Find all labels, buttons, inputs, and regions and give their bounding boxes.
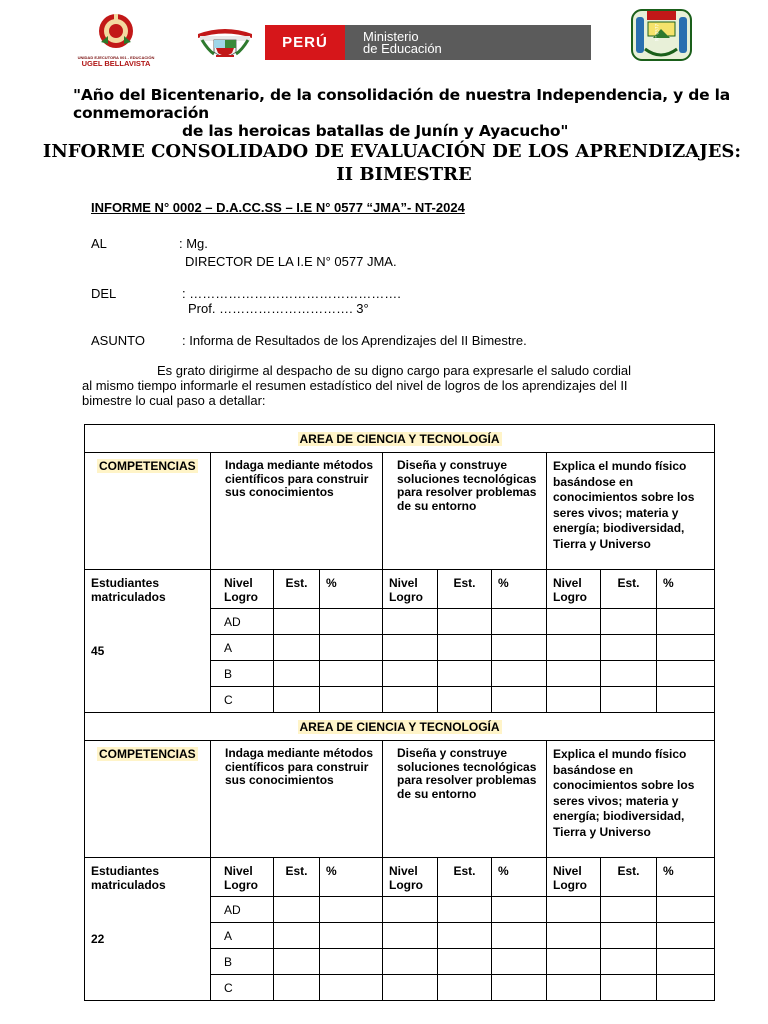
data-cell[interactable]: [601, 661, 657, 687]
data-cell[interactable]: [320, 923, 383, 949]
data-cell[interactable]: [383, 975, 438, 1001]
data-cell[interactable]: [492, 635, 547, 661]
data-cell[interactable]: [547, 897, 601, 923]
pct-label: %: [326, 864, 337, 878]
data-cell[interactable]: [438, 975, 492, 1001]
data-cell[interactable]: [438, 897, 492, 923]
data-cell[interactable]: [320, 661, 383, 687]
data-cell[interactable]: [657, 687, 715, 713]
data-cell[interactable]: [320, 949, 383, 975]
school-logo-icon: [631, 9, 692, 61]
competency-1: Indaga mediante métodos científicos para construir sus conocimientos: [225, 746, 374, 787]
data-cell[interactable]: [383, 923, 438, 949]
competency-1-cell: [211, 741, 383, 858]
area-title: AREA DE CIENCIA Y TECNOLOGÍA: [299, 719, 500, 734]
pct-header: [657, 858, 715, 897]
data-cell[interactable]: [492, 687, 547, 713]
asunto-label: ASUNTO: [91, 333, 145, 348]
competency-1-cell: [211, 453, 383, 570]
data-cell[interactable]: [492, 661, 547, 687]
pct-header: [320, 858, 383, 897]
level-cell: [211, 635, 274, 661]
level-cell: [211, 897, 274, 923]
competencias-label: COMPETENCIAS: [99, 459, 196, 473]
data-cell[interactable]: [657, 949, 715, 975]
data-cell[interactable]: [274, 609, 320, 635]
al-value-director: DIRECTOR DE LA I.E N° 0577 JMA.: [185, 254, 397, 269]
est-label: Est.: [617, 864, 640, 878]
pct-header: [657, 570, 715, 609]
data-cell[interactable]: [547, 975, 601, 1001]
data-cell[interactable]: [657, 923, 715, 949]
data-cell[interactable]: [438, 609, 492, 635]
level-label: C: [224, 692, 233, 707]
data-cell[interactable]: [320, 635, 383, 661]
data-cell[interactable]: [274, 975, 320, 1001]
ministry-line2: de Educación: [363, 41, 442, 56]
est-header: [274, 858, 320, 897]
results-table: [84, 424, 715, 1001]
est-label: Est.: [453, 864, 476, 878]
pct-label: %: [498, 576, 509, 590]
area-title-cell: [85, 425, 715, 453]
est-header: [438, 570, 492, 609]
nivel-label: Nivel Logro: [224, 576, 258, 604]
competency-2-cell: [383, 453, 547, 570]
pct-label: %: [498, 864, 509, 878]
nivel-header: [383, 858, 438, 897]
peru-coat-of-arms-icon: [194, 24, 256, 62]
data-cell[interactable]: [274, 897, 320, 923]
data-cell[interactable]: [383, 949, 438, 975]
competency-3: Explica el mundo físico basándose en conocimientos sobre los seres vivos; materia y energía; biodiversidad, Tierra y Universo: [553, 747, 695, 839]
data-cell[interactable]: [383, 897, 438, 923]
data-cell[interactable]: [383, 635, 438, 661]
data-cell[interactable]: [438, 661, 492, 687]
data-cell[interactable]: [383, 661, 438, 687]
data-cell[interactable]: [492, 975, 547, 1001]
est-header: [438, 858, 492, 897]
competency-2-cell: [383, 741, 547, 858]
data-cell[interactable]: [601, 687, 657, 713]
ugel-bellavista-logo: [74, 12, 158, 68]
competency-1: Indaga mediante métodos científicos para construir sus conocimientos: [225, 458, 374, 499]
level-label: A: [224, 928, 233, 943]
al-value: : Mg.: [179, 236, 208, 251]
data-cell[interactable]: [320, 897, 383, 923]
data-cell[interactable]: [438, 949, 492, 975]
data-cell[interactable]: [547, 687, 601, 713]
students-label: Estudiantes matriculados: [91, 576, 166, 604]
est-label: Est.: [285, 864, 308, 878]
pct-label: %: [326, 576, 337, 590]
del-value: : ………………………………………….: [182, 286, 401, 301]
report-title: INFORME CONSOLIDADO DE EVALUACIÓN DE LOS APRENDIZAJES:: [42, 141, 742, 162]
del-label: DEL: [91, 286, 117, 301]
data-cell[interactable]: [274, 687, 320, 713]
ugel-logo-title: UGEL BELLAVISTA: [81, 59, 151, 68]
pct-header: [492, 858, 547, 897]
ugel-logo-subtitle: UNIDAD EJECUTORA 001 - EDUCACIÓN: [77, 55, 155, 60]
data-cell[interactable]: [547, 661, 601, 687]
est-label: Est.: [617, 576, 640, 590]
data-cell[interactable]: [438, 687, 492, 713]
area-title-cell: [85, 713, 715, 741]
level-label: B: [224, 954, 233, 969]
asunto-value: : Informa de Resultados de los Aprendizajes del II Bimestre.: [182, 333, 527, 348]
competency-3-cell: [547, 741, 715, 858]
data-cell[interactable]: [320, 687, 383, 713]
data-cell[interactable]: [547, 949, 601, 975]
competency-3: Explica el mundo físico basándose en conocimientos sobre los seres vivos; materia y energía; biodiversidad, Tierra y Universo: [553, 459, 695, 551]
ugel-crest-icon: [96, 12, 136, 50]
nivel-header: [211, 858, 274, 897]
data-cell[interactable]: [492, 949, 547, 975]
competency-2: Diseña y construye soluciones tecnológicas para resolver problemas de su entorno: [397, 458, 537, 513]
data-cell[interactable]: [320, 609, 383, 635]
intro-line-2: al mismo tiempo informarle el resumen estadístico del nivel de logros de los aprendizajes del II: [82, 378, 628, 393]
intro-line-1: Es grato dirigirme al despacho de su digno cargo para expresarle el saludo cordial: [157, 363, 632, 378]
level-label: B: [224, 666, 233, 681]
data-cell[interactable]: [601, 923, 657, 949]
est-header: [274, 570, 320, 609]
students-count: 22: [91, 932, 105, 946]
pct-label: %: [663, 576, 674, 590]
data-cell[interactable]: [657, 661, 715, 687]
data-cell[interactable]: [320, 975, 383, 1001]
data-cell[interactable]: [383, 687, 438, 713]
level-label: AD: [224, 902, 241, 917]
report-subtitle: II BIMESTRE: [336, 164, 472, 185]
pct-label: %: [663, 864, 674, 878]
ministerio-educacion-banner: [265, 25, 591, 60]
students-cell: [85, 858, 211, 1001]
competencias-label: COMPETENCIAS: [99, 747, 196, 761]
year-line-1: "Año del Bicentenario, de la consolidación de nuestra Independencia, y de la: [73, 86, 731, 104]
data-cell[interactable]: [601, 975, 657, 1001]
data-cell[interactable]: [438, 635, 492, 661]
data-cell[interactable]: [274, 923, 320, 949]
students-cell: [85, 570, 211, 713]
school-logo-text: N° 0577: [654, 23, 660, 41]
est-header: [601, 570, 657, 609]
nivel-label: Nivel Logro: [389, 864, 423, 892]
level-cell: [211, 661, 274, 687]
area-title: AREA DE CIENCIA Y TECNOLOGÍA: [299, 431, 500, 446]
nivel-header: [547, 858, 601, 897]
data-cell[interactable]: [274, 661, 320, 687]
nivel-header: [383, 570, 438, 609]
peru-label: PERÚ: [265, 25, 345, 60]
est-header: [601, 858, 657, 897]
ministry-line1: Ministerio: [363, 29, 419, 44]
competency-3-cell: [547, 453, 715, 570]
pct-header: [320, 570, 383, 609]
data-cell[interactable]: [657, 635, 715, 661]
pct-header: [492, 570, 547, 609]
students-label: Estudiantes matriculados: [91, 864, 166, 892]
est-label: Est.: [285, 576, 308, 590]
data-cell[interactable]: [657, 897, 715, 923]
del-value-prof: Prof. …………………………. 3°: [188, 301, 369, 316]
data-cell[interactable]: [601, 609, 657, 635]
data-cell[interactable]: [657, 609, 715, 635]
level-cell: [211, 923, 274, 949]
year-line-3: de las heroicas batallas de Junín y Ayacucho": [182, 122, 569, 140]
level-label: A: [224, 640, 233, 655]
data-cell[interactable]: [274, 949, 320, 975]
data-cell[interactable]: [547, 923, 601, 949]
data-cell[interactable]: [492, 609, 547, 635]
data-cell[interactable]: [274, 635, 320, 661]
nivel-label: Nivel Logro: [389, 576, 423, 604]
intro-line-3: bimestre lo cual paso a detallar:: [82, 393, 266, 408]
competency-2: Diseña y construye soluciones tecnológicas para resolver problemas de su entorno: [397, 746, 537, 801]
nivel-header: [211, 570, 274, 609]
ministry-label: [345, 25, 591, 60]
competencias-label-cell: [85, 741, 211, 858]
year-line-2: conmemoración: [73, 104, 210, 122]
nivel-label: Nivel Logro: [553, 864, 587, 892]
data-cell[interactable]: [601, 949, 657, 975]
level-cell: [211, 975, 274, 1001]
competencias-label-cell: [85, 453, 211, 570]
nivel-label: Nivel Logro: [224, 864, 258, 892]
data-cell[interactable]: [492, 897, 547, 923]
level-cell: [211, 949, 274, 975]
data-cell[interactable]: [383, 609, 438, 635]
data-cell[interactable]: [547, 609, 601, 635]
data-cell[interactable]: [657, 975, 715, 1001]
nivel-label: Nivel Logro: [553, 576, 587, 604]
level-label: C: [224, 980, 233, 995]
students-count: 45: [91, 644, 105, 658]
est-label: Est.: [453, 576, 476, 590]
data-cell[interactable]: [601, 897, 657, 923]
level-label: AD: [224, 614, 241, 629]
data-cell[interactable]: [601, 635, 657, 661]
level-cell: [211, 609, 274, 635]
informe-number: INFORME N° 0002 – D.A.CC.SS – I.E N° 0577 “JMA”- NT-2024: [91, 200, 465, 215]
nivel-header: [547, 570, 601, 609]
data-cell[interactable]: [492, 923, 547, 949]
level-cell: [211, 687, 274, 713]
data-cell[interactable]: [438, 923, 492, 949]
data-cell[interactable]: [547, 635, 601, 661]
al-label: AL: [91, 236, 107, 251]
